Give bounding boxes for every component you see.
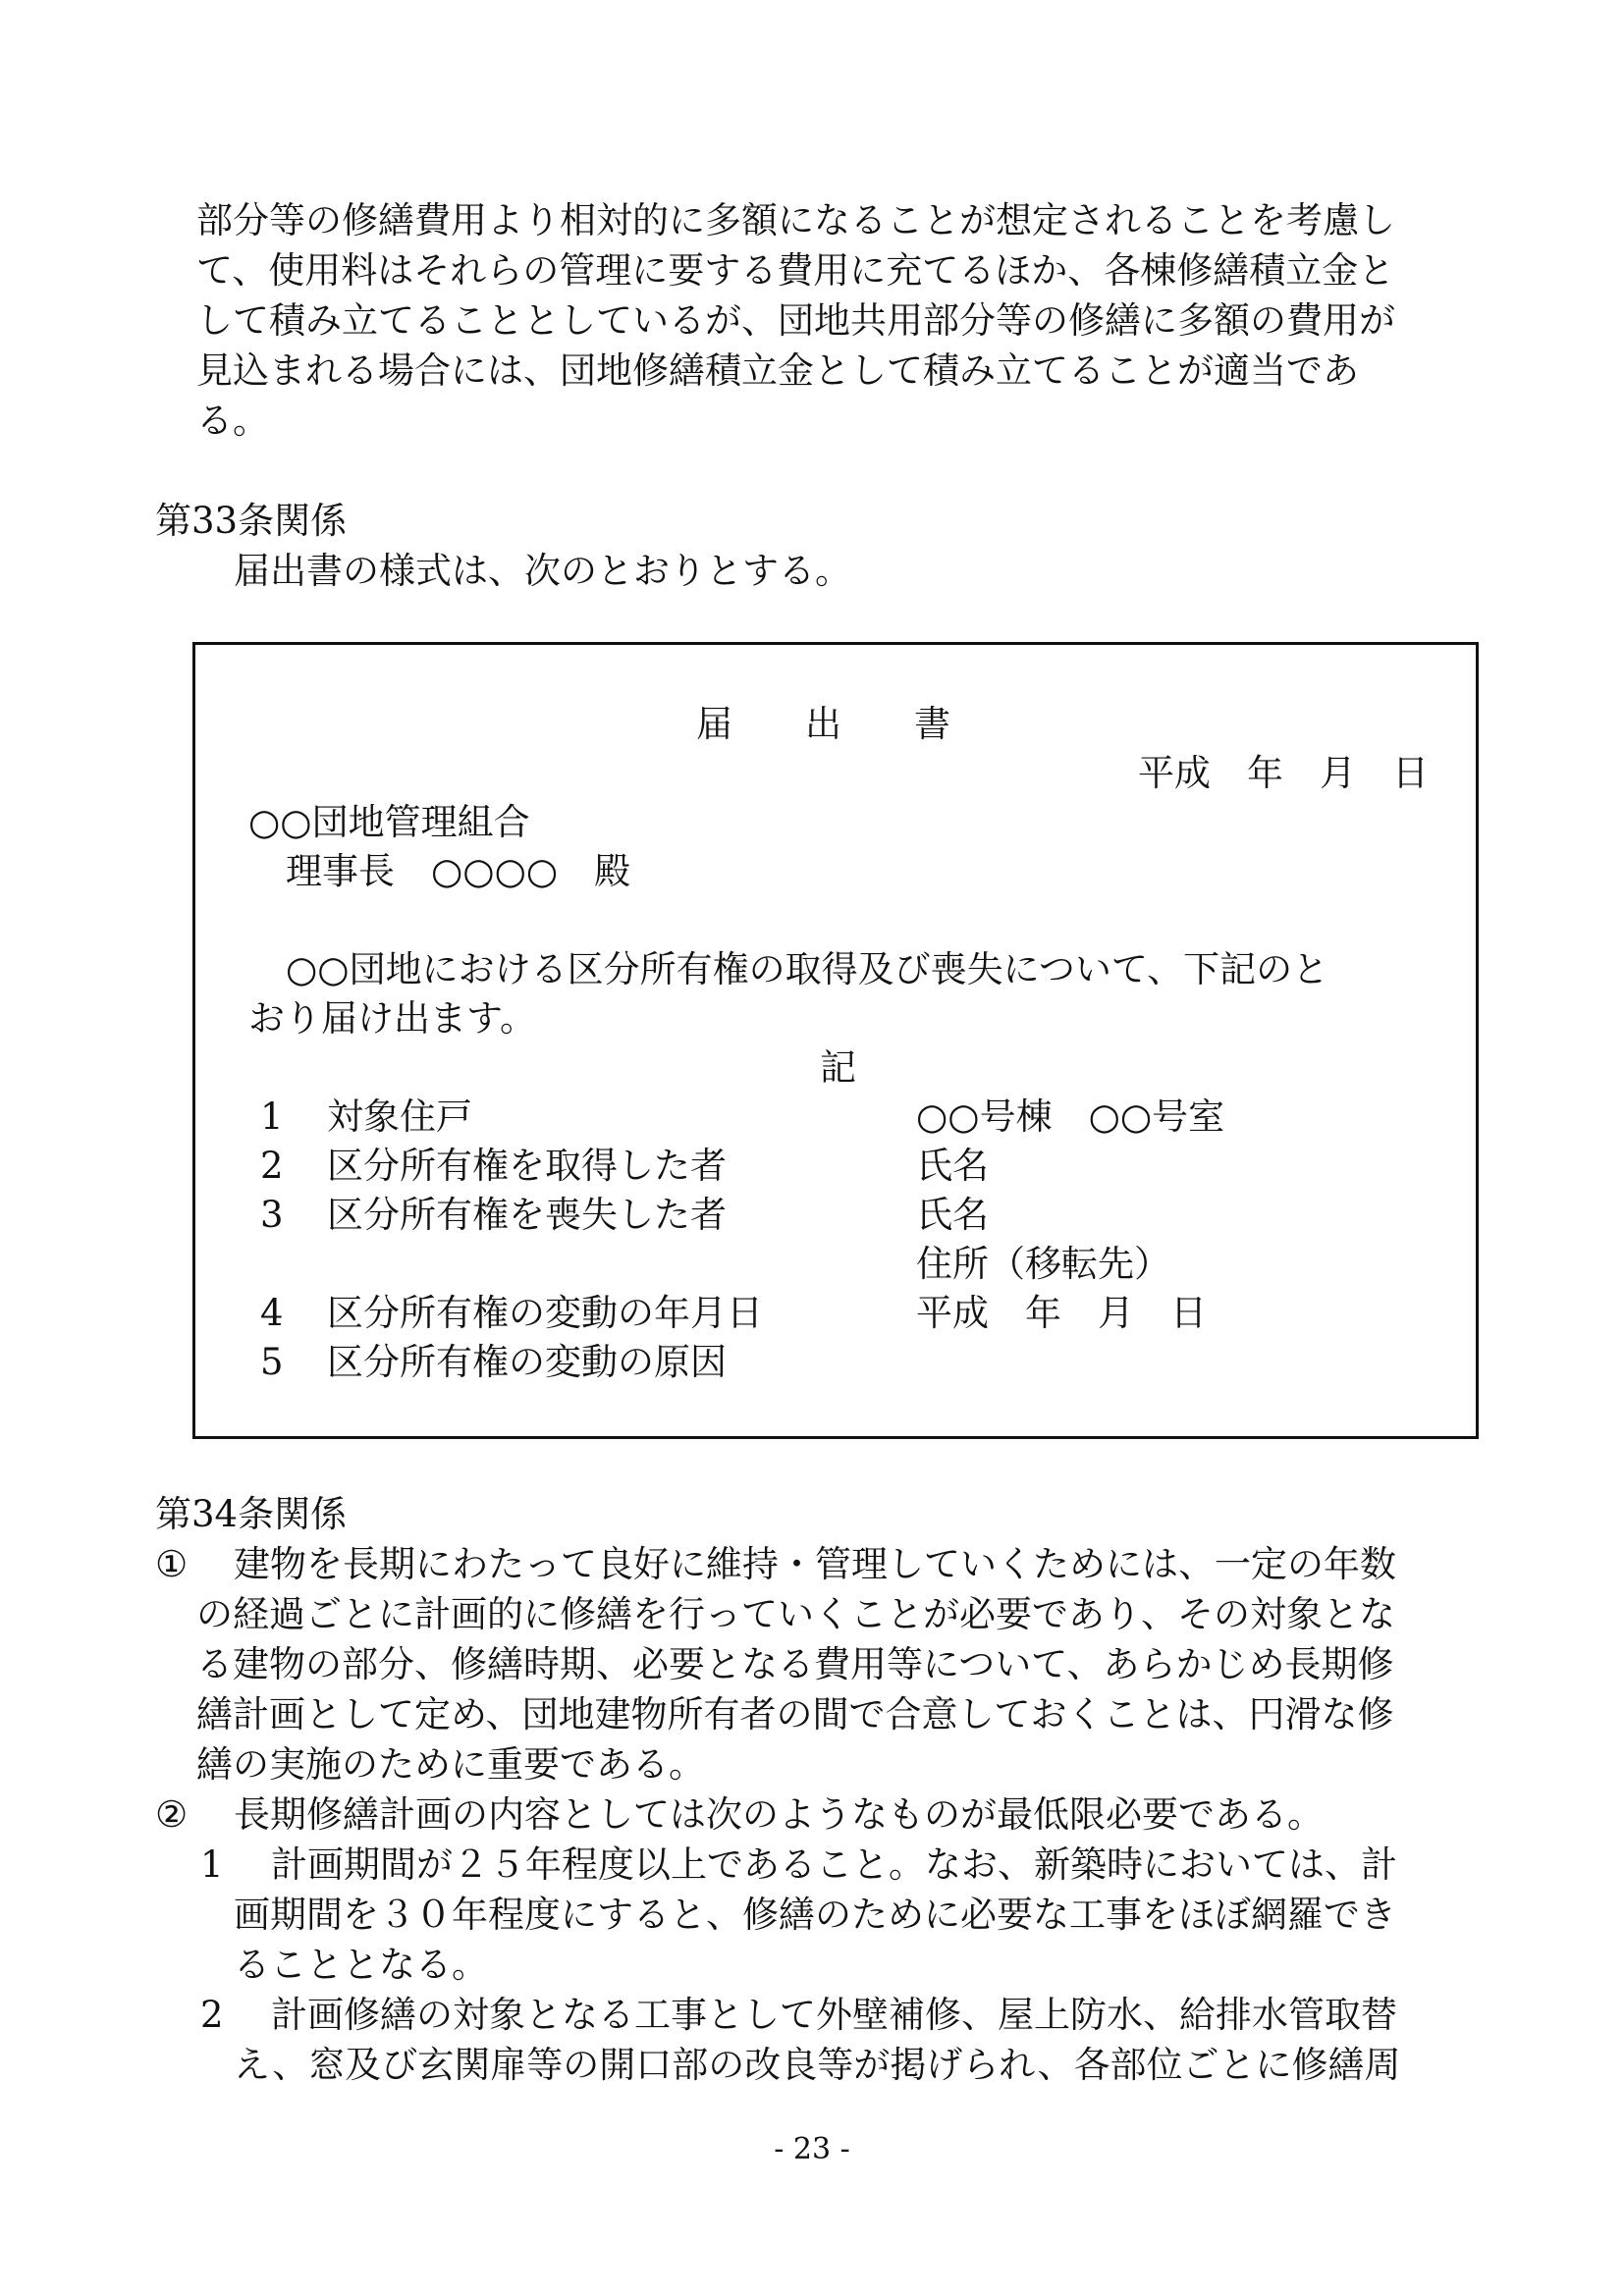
p1-line: 建物を長期にわたって良好に維持・管理していくためには、一定の年数 [234, 1543, 1396, 1585]
section34-p2 [155, 1790, 1324, 1840]
form-title: 届 出 書 [696, 703, 950, 745]
form-addressee-org: ○○団地管理組合 [248, 801, 530, 843]
sub2-num: 2 [200, 1994, 224, 2036]
form-item-label: 対象住戸 [327, 1095, 472, 1138]
form-item-label: 区分所有権を喪失した者 [327, 1194, 727, 1236]
sub1-num: 1 [200, 1843, 224, 1886]
sub1-line: ることとなる。 [234, 1944, 488, 1986]
p1-line: 繕計画として定め、団地建物所有者の間で合意しておくことは、円滑な修 [196, 1693, 1394, 1735]
section34-heading: 第34条関係 [155, 1493, 348, 1535]
section33-heading: 第33条関係 [155, 500, 348, 542]
sub1-line: 計画期間が２５年程度以上であること。なお、新築時においては、計 [271, 1843, 1397, 1886]
section33-text: 届出書の様式は、次のとおりとする。 [234, 550, 851, 592]
p1-line: る建物の部分、修繕時期、必要となる費用等について、あらかじめ長期修 [196, 1643, 1394, 1685]
form-ki: 記 [820, 1046, 856, 1089]
form-item-value: ○○号棟 ○○号室 [916, 1095, 1225, 1138]
circled-number-1: ① [155, 1543, 189, 1585]
p2-line: 長期修繕計画の内容としては次のようなものが最低限必要である。 [234, 1793, 1324, 1836]
form-item-value: 氏名 [916, 1194, 989, 1236]
form-body-line-1: ○○団地における区分所有権の取得及び喪失について、下記のと [286, 948, 1329, 990]
form-item-num: 1 [260, 1095, 284, 1138]
form-item-value: 平成 年 月 日 [916, 1292, 1207, 1334]
form-item-label: 区分所有権の変動の原因 [327, 1341, 727, 1383]
p1-line: 繕の実施のために重要である。 [196, 1743, 705, 1786]
form-date: 平成 年 月 日 [1138, 752, 1429, 794]
circled-number-2: ② [155, 1793, 189, 1836]
form-item-value: 氏名 [916, 1145, 989, 1187]
form-item-num: 3 [260, 1194, 284, 1236]
notification-form-box [192, 642, 1479, 1439]
form-item-value: 住所（移転先） [916, 1243, 1170, 1285]
form-item-num: 4 [260, 1292, 284, 1334]
form-addressee-person: 理事長 ○○○○ 殿 [286, 850, 631, 892]
p1-line: の経過ごとに計画的に修繕を行っていくことが必要であり、その対象とな [196, 1593, 1395, 1635]
section34-p1 [155, 1540, 1396, 1589]
intro-line-1: 部分等の修繕費用より相対的に多額になることが想定されることを考慮し [196, 199, 1395, 241]
form-item-num: 5 [260, 1341, 284, 1383]
intro-line-5: る。 [196, 400, 269, 442]
intro-line-2: て、使用料はそれらの管理に要する費用に充てるほか、各棟修繕積立金と [196, 249, 1395, 292]
form-item-label: 区分所有権を取得した者 [327, 1145, 727, 1187]
sub2-line: え、窓及び玄関扉等の開口部の改良等が掲げられ、各部位ごとに修繕周 [234, 2044, 1401, 2086]
form-body-line-2: おり届け出ます。 [248, 997, 537, 1040]
page-number: - 23 - [774, 2132, 850, 2166]
intro-line-4: 見込まれる場合には、団地修繕積立金として積み立てることが適当であ [196, 349, 1359, 392]
sub1-line: 画期間を３０年程度にすると、修繕のために必要な工事をほぼ網羅でき [234, 1894, 1396, 1936]
form-item-num: 2 [260, 1145, 284, 1187]
form-item-label: 区分所有権の変動の年月日 [327, 1292, 763, 1334]
sub2-line: 計画修繕の対象となる工事として外壁補修、屋上防水、給排水管取替 [271, 1994, 1397, 2036]
intro-line-3: して積み立てることとしているが、団地共用部分等の修繕に多額の費用が [196, 299, 1395, 342]
